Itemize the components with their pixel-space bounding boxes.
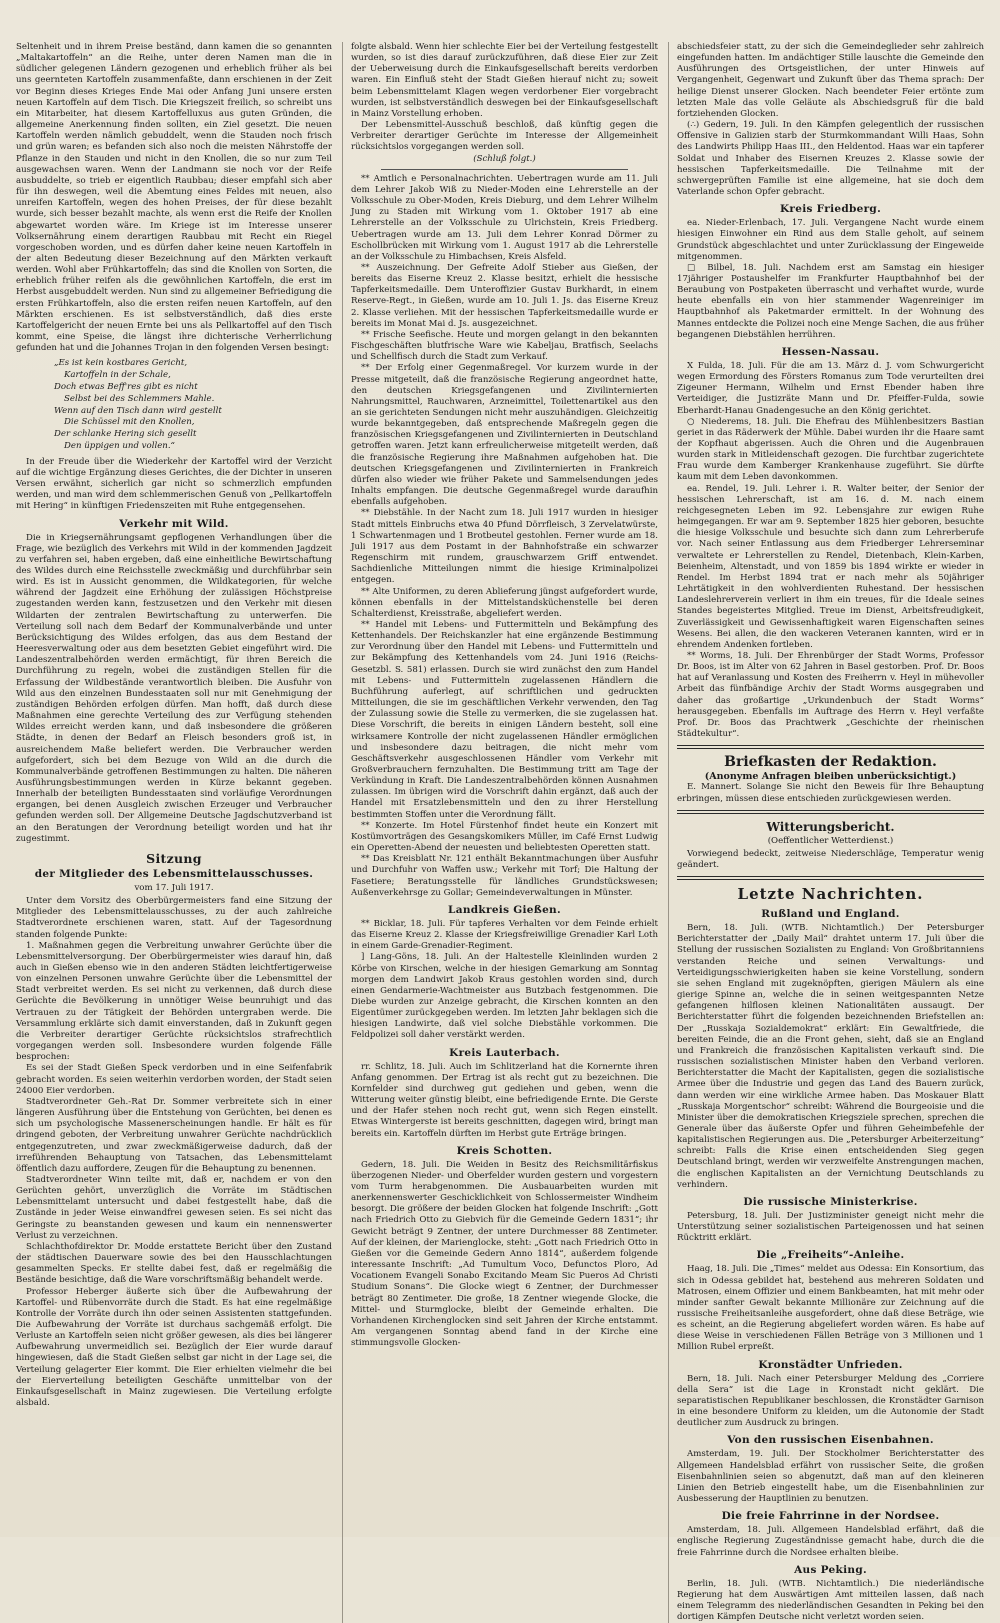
double-rule (677, 745, 984, 749)
section-heading: Witterungsbericht. (766, 819, 895, 834)
section-heading: Kreis Lauterbach. (449, 1046, 560, 1059)
news-item: □ Bilbel, 18. Juli. Nachdem erst am Samstag ein hiesiger 17jähriger Postaushelfer im Frankfurter Hauptbahnhof bei der Beraubung von Postpaketen überrascht und verhaftet wurde, wurde heute ebenfalls ein von hier stammender Wagenreiniger im Hauptbahnhof als Paketmarder ermittelt. In der Wohnung des Mannes entdeckte die Polizei noch eine Menge Sachen, die aus früher begangenen Diebstählen herrühren. (677, 262, 985, 340)
divider (381, 169, 628, 170)
news-item: ** Frische Seefische. Heute und morgen gelangt in den bekannten Fischgeschäften blutfrische Ware wie Kabeljau, Bratfisch, Seelachs und Schellfisch durch die Stadt zum Verkauf. (351, 329, 658, 363)
news-item: ** Worms, 18. Juli. Der Ehrenbürger der Stadt Worms, Professor Dr. Boos, ist im Alter von 62 Jahren in Basel gestorben. Prof. Dr. Boos hat auf Veranlassung und Kosten des Freiherrn v. Heyl in mühevoller Arbeit das fünfbändige Archiv der Stadt Worms ausgegraben und daher das großartige „Urkundenbuch der Stadt Worms“ herausgegeben. Ebenfalls im Auftrage des Herrn v. Heyl verfaßte Prof. Dr. Boos das Prachtwerk „Geschichte der rheinischen Städtekultur“. (677, 650, 984, 740)
section-heading: Die „Freiheits“-Anleihe. (756, 1249, 905, 1262)
section-subheading: (Oeffentlicher Wetterdienst.) (767, 835, 894, 846)
news-item: ** Das Kreisblatt Nr. 121 enthält Bekanntmachungen über Ausfuhr und Durchfuhr von Waffen usw.; Verkehr mit Torf; Die Haltung der Fasetiere; Beratungsstelle für ländliches Grundstückswesen; Außenverkehrsge zu Gollar; Gemeindeverwaltungen in Münster. (351, 854, 658, 898)
section-heading: Letzte Nachrichten. (737, 885, 924, 904)
article-text: Der Lebensmittel-Ausschuß beschloß, daß künftig gegen die Verbreiter derartiger Gerüchte im Interesse der Allgemeinheit rücksichtslos vorgegangen werden soll. (351, 120, 658, 153)
column-3 (668, 42, 984, 1623)
news-item: E. Mannert. Solange Sie nicht den Beweis für Ihre Behauptung erbringen, müssen diese entschieden zurückgewiesen werden. (677, 782, 984, 804)
article-text: Professor Heberger äußerte sich über die Aufbewahrung der Kartoffel- und Rübenvorräte durch die Stadt. Es hat eine regelmäßige Kontrolle der Vorräte durch ihn oder seinen Assistenten stattgefunden. Die Aufbewahrung der Vorräte ist durchaus sachgemäß erfolgt. Die Verluste an Kartoffeln seien nicht größer gewesen, als dies bei längerer Aufbewahrung unvermeidlich sei. Bezüglich der Eier wurde darauf hingewiesen, daß die Stadt Gießen selbst gar nicht in der Lage sei, die Verteilung gelagerter Eier kommt. Die Eier erhielten vielmehr die bei der Eierverteilung beteiligten Geschäfte unmittelbar von der Einkaufsgesellschaft in Mainz zugewiesen. Die Verteilung erfolgte alsbald. (16, 1286, 332, 1409)
section-heading: Briefkasten der Redaktion. (724, 754, 937, 771)
section-heading: Landkreis Gießen. (448, 903, 561, 916)
poem-line: Wenn auf den Tisch dann wird gestellt (54, 405, 222, 416)
article-text: In der Freude über die Wiederkehr der Kartoffel wird der Verzicht auf die wichtige Ergänzung dieses Gerichtes, die der Dichter in unseren Versen erwähnt, sicherlich gar nicht so schmerzlich empfunden werden, und man wird dem schlemmerischen Genuß von „Pellkartoffeln mit Hering“ in künftigen Friedenszeiten mit Ruhe entgegensehen. (16, 456, 332, 512)
section-heading: Kronstädter Unfrieden. (758, 1358, 903, 1371)
poem-line: Die Schüssel mit den Knollen, (64, 417, 195, 428)
article-text: Stadtverordneter Winn teilte mit, daß er, nachdem er von den Gerüchten gehört, unverzüglich die Vorräte im Städtischen Lebensmittelamt untersucht und dabei festgestellt habe, daß die Zustände in jeder Weise einwandfrei gewesen seien. Es sei nicht das Geringste zu beanstanden gewesen und kaum ein nennenswerter Verlust zu verzeichnen. (16, 1174, 332, 1241)
section-heading: Die freie Fahrrinne in der Nordsee. (721, 1510, 940, 1523)
news-item: ** Amtlich e Personalnachrichten. Uebertragen wurde am 11. Juli dem Lehrer Jakob Wiß zu Nieder-Moden eine Lehrerstelle an der Volksschule zu Ober-Moden, Kreis Dieburg, und dem Lehrer Wilhelm Jung zu Staden mit Wirkung vom 1. Oktober 1917 ab eine Lehrerstelle an der Volksschule zu Ulrichstein, Kreis Friedberg. Uebertragen wurde am 13. Juli dem Lehrer Konrad Dörmer zu Eschollbrücken mit Wirkung vom 1. August 1917 ab die Lehrerstelle an der Volksschule zu Himbachsen, Kreis Alsfeld. (351, 173, 658, 262)
news-item: ** Konzerte. Im Hotel Fürstenhof findet heute ein Konzert mit Kostümvorträgen des Gesangskomikers Müller, im Café Ernst Ludwig ein Operetten-Abend der neuesten und beliebtesten Operetten statt. (351, 820, 658, 854)
section-subheading: (Anonyme Anfragen bleiben unberücksichtigt.) (704, 771, 957, 783)
section-heading: Hessen-Nassau. (781, 345, 880, 358)
news-item: ** Diebstähle. In der Nacht zum 18. Juli 1917 wurden in hiesiger Stadt mittels Einbruchs etwa 40 Pfund Dörrfleisch, 3 Zervelatwürste, 1 Schwartenmagen und 1 Brotbeutel gestohlen. Ferner wurde am 18. Juli 1917 aus dem Postamt in der Bahnhofstraße ein schwarzer Regenschirm mit rundem, grauschwarzem Griff entwendet. Sachdienliche Mitteilungen nimmt die hiesige Kriminalpolizei entgegen. (351, 508, 658, 586)
article-text: folgte alsbald. Wenn hier schlechte Eier bei der Verteilung festgestellt wurden, so ist dies darauf zurückzuführen, daß diese Eier zur Zeit der Ueberweisung durch die Einkaufsgesellschaft bereits verdorben waren. Ein Einfluß steht der Stadt Gießen hierauf nicht zu; soweit beim Lebensmittelamt Klagen wegen verdorbener Eier vorgebracht wurden, ist selbstverständlich deswegen bei der Einkaufsgesellschaft in Mainz Vorstellung erhoben. (351, 42, 658, 119)
news-item: ** Handel mit Lebens- und Futtermitteln und Bekämpfung des Kettenhandels. Der Reichskanzler hat eine ergänzende Bestimmung zur Verordnung über den Handel mit Lebens- und Futtermitteln und zur Bekämpfung des Kettenhandels vom 24. Juni 1916 (Reichs-Gesetzbl. S. 581) erlassen. Durch sie wird zunächst den zum Handel mit Lebens- und Futtermitteln zugelassenen Händlern die Buchführung auferlegt, auf schriftlichen und gedruckten Mitteilungen, die sie im geschäftlichen Verkehr verwenden, den Tag der Zulassung sowie die Stelle zu vermerken, die sie zugelassen hat. Diese Vorschrift, die bereits in einigen Ländern besteht, soll eine wirksamere Kontrolle der nicht zugelassenen Händler ermöglichen und insbesondere dazu beitragen, die nicht mehr vom Geschäftsverkehr ausgeschlossenen Händler vom Verkehr mit Großverbrauchern fernzuhalten. Die Bestimmung tritt am Tage der Verkündung in Kraft. Die Landeszentralbehörden können Ausnahmen zulassen. Im übrigen wird die Vorschrift dahin ergänzt, daß auch der Handel mit Ersatzlebensmitteln und den zu ihrer Herstellung bestimmten Stoffen unter die Verordnung fällt. (351, 619, 658, 820)
news-item: ** Bicklar, 18. Juli. Für tapferes Verhalten vor dem Feinde erhielt das Eiserne Kreuz 2. Klasse der Kriegsfreiwillige Grenadier Karl Loth in einem Garde-Grenadier-Regiment. (351, 918, 658, 952)
date-line: vom 17. Juli 1917. (134, 882, 214, 893)
article-text: Die in Kriegsernährungsamt gepflogenen Verhandlungen über die Frage, wie bezüglich des Verkehrs mit Wild in der kommenden Jagdzeit zu verfahren sei, haben ergeben, daß eine einheitliche Bewirtschaftung des Wildes durch eine Reichsstelle zweckmäßig und durchführbar sein wird. Es ist in Aussicht genommen, die Wildkategorien, für welche während der Jagdzeit eine Erhöhung der zulässigen Höchstpreise zugestanden werden kann, festzusetzen und den Verkehr mit diesen Wildarten der zentralen Bewirtschaftung zu unterwerfen. Die Verteilung soll nach dem Bedarf der Kommunalverbände und unter Berücksichtigung des Wildes erfolgen, das aus dem Bestand der Heeresverwaltung oder aus dem besetzten Gebiet eingeführt wird. Die Landeszentralbehörden werden ermächtigt, für ihren Bereich die Durchführung zu regeln, wobei die zuständigen Stellen für die Erfassung der Wildbestände verantwortlich bleiben. Die Ausfuhr von Wild aus den einzelnen Bundesstaaten soll nur mit Genehmigung der zuständigen Behörden erfolgen dürfen. Man hofft, daß durch diese Maßnahmen eine gerechte Verteilung des zur Verfügung stehenden Wildes erreicht werden kann, und daß insbesondere die größeren Städte, in denen der Bedarf an Fleisch besonders groß ist, in ausreichendem Maße beliefert werden. Die Verbraucher werden aufgefordert, sich bei dem Bezuge von Wild an die durch die Kommunalverbände getroffenen Bestimmungen zu halten. Die näheren Ausführungsbestimmungen werden in Kürze bekannt gegeben. Innerhalb der beteiligten Bundesstaaten sind vorläufige Verordnungen ergangen, bei denen Ausgleich zwischen Erzeuger und Verbraucher gefunden werden soll. Der Allgemeine Deutsche Jagdschutzverband ist an den Beratungen der Verordnung beteiligt worden und hat ihr zugestimmt. (16, 532, 332, 844)
news-item: (∴) Gedern, 19. Juli. In den Kämpfen gelegentlich der russischen Offensive in Galizien starb der Sturmkommandant Willi Haas, Sohn des Landwirts Philipp Haas III., den Heldentod. Haas war ein tapferer Soldat und Inhaber des Eisernen Kreuzes 2. Klasse sowie der hessischen Tapferkeitsmedaille. Die Teilnahme mit der schwergeprüften Familie ist eine allgemeine, hat sie doch dem Vaterlande schon Opfer gebracht. (677, 120, 984, 198)
news-item: rr. Schlitz, 18. Juli. Auch im Schlitzerland hat die Kornernte ihren Anfang genommen. Der Ertrag ist als recht gut zu bezeichnen. Die Kornfelder sind durchweg gut gediehen und geben, wenn die Witterung weiter günstig bleibt, eine befriedigende Ernte. Die Gerste und der Hafer stehen noch recht gut, wenn sich Regen einstellt. Etwas Wintergerste ist bereits geschnitten, dagegen wird, bringt man bereits ein. Kartoffeln dürften im Herbst gute Erträge bringen. (351, 1061, 658, 1139)
article-text: abschiedsfeier statt, zu der sich die Gemeindeglieder sehr zahlreich eingefunden hatten. Im andächtiger Stille lauschte die Gemeinde den Ausführungen des Ortsgeistlichen, der unter Hinweis auf Vergangenheit, Gegenwart und Zukunft über das Thema sprach: Der heilige Dienst unserer Glocken. Nach beendeter Feier ertönte zum letzten Male das volle Geläute als Abschiedsgruß für die bald fortziehenden Glocken. (677, 42, 984, 119)
news-item: ** Alte Uniformen, zu deren Ablieferung jüngst aufgefordert wurde, können ebenfalls in der Mittelstandsküchenstelle bei deren Schalterdienst, Kreisstraße, abgeliefert werden. (351, 586, 658, 619)
news-item: ** Auszeichnung. Der Gefreite Adolf Stieber aus Gießen, der bereits das Eiserne Kreuz 2. Klasse besitzt, erhielt die hessische Tapferkeitsmedaille. Dem Unteroffizier Gustav Burkhardt, in einem Reserve-Regt., in Gießen, wurde am 10. Juli 1. Js. das Eiserne Kreuz 2. Klasse verliehen. Mit der hessischen Tapferkeitsmedaille wurde er bereits im Monat Mai d. Js. ausgezeichnet. (351, 262, 658, 329)
poem (54, 358, 332, 452)
news-item: Petersburg, 18. Juli. Der Justizminister geneigt nicht mehr die Unterstützung seiner sozialistischen Parteigenossen und hat seinen Rücktritt erklärt. (677, 1210, 984, 1244)
section-heading: Verkehr mit Wild. (119, 517, 229, 530)
news-item: Vorwiegend bedeckt, zeitweise Niederschläge, Temperatur wenig geändert. (677, 848, 984, 870)
poem-line: Doch etwas Beff'res gibt es nicht (54, 381, 198, 392)
article-text: Es sei der Stadt Gießen Speck verdorben und in eine Seifenfabrik gebracht worden. Es seien weiterhin verdorben worden, der Stadt seien 24000 Eier verdorben. (16, 1063, 332, 1096)
section-heading: Aus Peking. (794, 1563, 867, 1576)
section-heading: Kreis Friedberg. (779, 203, 882, 216)
article-text: 1. Maßnahmen gegen die Verbreitung unwahrer Gerüchte über die Lebensmittelversorgung. Der Oberbürgermeister wies darauf hin, daß auch in Gießen ebenso wie in den anderen Städten leichtfertigerweise von einzelnen Personen unwahre Gerüchte über die Lebensmittel der Stadt verbreitet werden. Es sei nicht zu verkennen, daß durch diese Gerüchte die Bevölkerung in unnötiger Weise beunruhigt und das Vertrauen zu der Tätigkeit der Behörden untergraben werde. Die Versammlung erklärte sich damit einverstanden, daß in Zukunft gegen die Verbreiter derartiger Gerüchte rücksichtslos strafrechtlich vorgegangen werden soll. Insbesondere wurden folgende Fälle besprochen: (16, 940, 332, 1063)
news-item: ○ Niederems, 18. Juli. Die Ehefrau des Mühlenbesitzers Bastian geriet in das Räderwerk der Mühle. Dabei wurden ihr die Haare samt der Kopfhaut abgerissen. Auch die Ohren und die Augenbrauen wurden stark in Mitleidenschaft gezogen. Die furchtbar zugerichtete Frau wurde dem Kamberger Krankenhause zugeführt. Sie dürfte kaum mit dem Leben davonkommen. (677, 416, 984, 483)
section-heading: Rußland und England. (761, 908, 900, 921)
news-item: ] Lang-Göns, 18. Juli. An der Haltestelle Kleinlinden wurden 2 Körbe von Kirschen, welche in der hiesigen Gemarkung am Sonntag morgen dem Landwirt Jakob Kraus gestohlen worden sind, durch einen Gendarmerie-Wachtmeister aus Butzbach festgenommen. Die Diebe wurden zur Anzeige gebracht, die Kirschen konnten an den Eigentümer zurückgegeben werden. Im letzten Jahr beklagen sich die hiesigen Landwirte, daß viel solche Diebstähle vorkommen. Die Feldpolizei soll daher verstärkt werden. (351, 952, 658, 1041)
double-rule (677, 810, 984, 814)
poem-line: Den üppigen und vollen.“ (64, 440, 175, 451)
column-1 (16, 42, 332, 1623)
news-item: Amsterdam, 18. Juli. Allgemeen Handelsblad erfährt, daß die englische Regierung Zugeständnisse gemacht habe, durch die die freie Fahrrinne durch die Nordsee erhalten bleibe. (677, 1525, 984, 1558)
section-heading: der Mitglieder des Lebensmittelausschusses. (34, 867, 314, 880)
news-item: Amsterdam, 19. Juli. Der Stockholmer Berichterstatter des Allgemeen Handelsblad erfährt von russischer Seite, die großen Eisenbahnlinien seien so abgenutzt, daß man auf den kleineren Linien den Betrieb eingestellt habe, um die Eisenbahnlinien zur Ausbesserung der Hauptlinien zu benutzen. (677, 1449, 984, 1505)
poem-line: Kartoffeln in der Schale, (64, 370, 171, 381)
news-item: ** Der Erfolg einer Gegenmaßregel. Vor kurzem wurde in der Presse mitgeteilt, daß die französische Regierung angeordnet hatte, den deutschen Kriegsgefangenen und Zivilinternierten Nahrungsmittel, Rauchwaren, Arzneimittel, Toilettenartikel aus den an sie gerichteten Sendungen nicht mehr auszuhändigen. Gleichzeitig wurde bekanntgegeben, daß entsprechende Maßregeln gegen die französischen Kriegsgefangenen und Zivilinternierten in Deutschland getroffen waren. Jetzt kann erfreulicherweise mitgeteilt werden, daß die französische Regierung ihre Maßnahmen aufgehoben hat. Die deutschen Kriegsgefangenen und Zivilinternierten in Frankreich dürfen also wieder wie früher Pakete und Sammelsendungen jedes Inhalts empfangen. Die deutsche Gegenmaßregel wurde daraufhin ebenfalls aufgehoben. (351, 363, 658, 508)
article-text: Unter dem Vorsitz des Oberbürgermeisters fand eine Sitzung der Mitglieder des Lebensmittelausschusses, zu der auch zahlreiche Stadtverordnete erschienen waren, statt. Auf der Tagesordnung standen folgende Punkte: (16, 896, 332, 940)
article-text: Schlachthofdirektor Dr. Modde erstattete Bericht über den Zustand der städtischen Dauerware sowie des bei den Hausschlachtungen gesammelten Specks. Er stellte dabei fest, daß er regelmäßig die Bestände besichtige, daß die Ware vorschriftsmäßig behandelt werde. (16, 1241, 332, 1286)
poem-line: „Es ist kein kostbares Gericht, (54, 358, 188, 369)
news-item: ea. Rendel, 19. Juli. Lehrer i. R. Walter beiter, der Senior der hessischen Lehrerschaft, ist am 16. d. M. nach einem reichgesegneten Leben im 92. Lebensjahre zur ewigen Ruhe heimgegangen. Er war am 9. September 1825 hier geboren, besuchte die hiesige Volksschule und besuchte sich dann zum Lehrerberufe vor. Nach seiner Entlassung aus dem Friedberger Lehrerseminar verwaltete er Lehrerstellen zu Rendel, Dietenbach, Klein-Karben, Beienheim, Altenstadt, und von 1859 bis 1894 wirkte er wieder in Rendel. Im Herbst 1894 trat er nach mehr als 50jähriger Lehrtätigkeit in den wohlverdienten Ruhestand. Der hessischen Landeslehrerverein verliert in ihm ein treues, für die Ideale seines Standes begeistertes Mitglied. Treue im Dienst, Arbeitsfreudigkeit, Zuverlässigkeit und Gewissenhaftigkeit waren Eigenschaften seines Wesens. Bei allen, die den wackeren Veteranen kannten, wird er in ehrendem Andenken fortleben. (677, 483, 984, 650)
news-item: Haag, 18. Juli. Die „Times“ meldet aus Odessa: Ein Konsortium, das sich in Odessa gebildet hat, bestehend aus mehreren Soldaten und Matrosen, einem Offizier und einem Bankbeamten, hat mit mehr oder minder sanfter Gewalt bekannte Millionäre zur Zeichnung auf die russische Freiheitsanleihe ausgefordert, ohne daß diese Beträge, wie es scheint, an die Regierung abgeliefert worden wären. Es habe auf diese Weise in verschiedenen Fällen Beträge von 3 Millionen und 1 Million Rubel erpreßt. (677, 1264, 984, 1353)
poem-line: Selbst bei des Schlemmers Mahle. (64, 393, 215, 404)
column-2 (342, 42, 658, 1623)
news-item: Gedern, 18. Juli. Die Weiden in Besitz des Reichsmilitärfiskus überzogenen Nieder- und Oberfelder wurden gestern und vorgestern vom Turm herabgenommen. Die Ausbauarbeiten wurden mit anerkennenswerter Geschicklichkeit von Schlossermeister Windheim besorgt. Die größere der beiden Glocken hat folgende Inschrift: „Gott nach Friedrich Otto zu Giebvich für die Gemeinde Gedern 1831“; ihr Gewicht beträgt 9 Zentner, der untere Durchmesser 88 Zentimeter. Auf der kleinen, der Marienglocke, steht: „Gott nach Friedrich Otto in Gießen vor die Gemeinde Gedern Anno 1814“, außerdem folgende interessante Inschrift: „Ad Tumultum Voco, Defunctos Ploro, Ad Vocationem Evangeli Sonabo Excitando Meam Sic Pueros Ad Christi Studium Sonans“. Die Glocke wiegt 6 Zentner, der Durchmesser beträgt 80 Zentimeter. Die große, 18 Zentner wiegende Glocke, die Mittel- und Sturmglocke, bleibt der Gemeinde erhalten. Die Vorhandenen Kirchenglocken sind seit Jahren der Kirche entstammt. Am vergangenen Sonntag abend fand in der Kirche eine stimmungsvolle Glocken- (351, 1159, 658, 1349)
news-item: X Fulda, 18. Juli. Für die am 13. März d. J. vom Schwurgericht wegen Ermordung des Försters Romanus zum Tode verurteilten drei Zigeuner Hermann, Wilhelm und Ernst Ebender haben ihre Verteidiger, die Justizräte Mann und Dr. Pfeiffer-Fulda, sowie Eberhardt-Hanau Gnadengesuche an den König gerichtet. (677, 360, 984, 416)
article-text: Stadtverordneter Geh.-Rat Dr. Sommer verbreitete sich in einer längeren Ausführung über die Entstehung von Gerüchten, bei denen es sich um psychologische Massenerscheinungen handle. Er hält es für dringend geboten, der Verbreitung unwahrer Gerüchte nachdrücklich entgegenzutreten, und zwar zweckmäßigerweise dadurch, daß der irreführenden Behauptung von Tatsachen, das Lebensmittelamt öffentlich dazu auffordere, Zeugen für die Behauptung zu benennen. (16, 1096, 332, 1174)
poem-line: Der schlanke Hering sich gesellt (54, 429, 197, 440)
news-item: ea. Nieder-Erlenbach, 17. Juli. Vergangene Nacht wurde einem hiesigen Einwohner ein Rind aus dem Stalle geholt, auf seinem Grundstück abgeschlachtet und unter Zurücklassung der Eingeweide mitgenommen. (677, 218, 984, 262)
continuation-note: (Schluß folgt.) (473, 153, 536, 164)
section-heading: Kreis Schotten. (456, 1144, 553, 1157)
double-rule (677, 876, 984, 880)
section-heading: Die russische Ministerkrise. (743, 1195, 918, 1208)
news-item: Berlin, 18. Juli. (WTB. Nichtamtlich.) Die niederländische Regierung hat dem Auswärtigen Amt mitteilen lassen, daß nach einem Telegramm des niederländischen Gesandten in Peking bei den dortigen Kämpfen Deutsche nicht verletzt worden seien. (677, 1578, 984, 1623)
news-item: Bern, 18. Juli. Nach einer Petersburger Meldung des „Corriere della Sera“ ist die Lage in Kronstadt nicht geklärt. Die separatistischen Republikaner beschlossen, die Kronstädter Garnison in eine besondere Uniform zu kleiden, um die Autonomie der Stadt deutlicher zum Ausdruck zu bringen. (677, 1373, 984, 1429)
news-item: Bern, 18. Juli. (WTB. Nichtamtlich.) Der Petersburger Berichterstatter der „Daily Mail“ drahtet unterm 17. Juli über die Stellung der russischen Sozialisten zu England: Von Großbritanniens verstanden Reiche und seinen Verwaltungs- und Verteidigungsschwierigkeiten haben sie keine Vorstellung, sondern sie sehen England mit zugeknöpften, gierigen Mäulern als eine gierige Spinne an, welche die in seinen weitgespannten Netze gefangenen hilflosen kleinen Nationalitäten aussaugt. Der Berichterstatter führt die folgenden bezeichnenden Briefstellen an: Der „Russkaja Sozialdemokrat“ erklärt: Ein Gewaltfriede, die bereiten Feinde, die an die Front gehen, sieht, daß sie an England und Frankreich die französischen Kapitalisten verkauft sind. Die russischen sozialistischen Minister haben den Verband verloren. Berichterstatter die Macht der Kapitalisten, gegen die sozialistische Armee über die Industrie und gegen das Land des Bauern zurück, dann werden wir eine wirkliche Armee haben. Das Moskauer Blatt „Russkaja Morgentschor“ schreibt: Während die Bourgeoisie und die Minister über die demokratischen Kriegsziele sprechen, sprechen die Generale über das äußerste Opfer und führen Geheimbefehle der kapitalistischen Regierungen aus. Die „Petersburger Arbeiterzeitung“ schreibt: Falls die Krise einen entscheidenden Sieg gegen Deutschland bringt, werden wir verzweifelte Anstrengungen machen, die englischen Kapitalisten an der Vernichtung Deutschlands zu verhindern. (677, 923, 984, 1190)
article-text: Seltenheit und in ihrem Preise beständ, dann kamen die so genannten „Maltakartoffeln“ an die Reihe, unter deren Namen man die in südlicher gelegenen Ländern gezogenen und erheblich früher als bei uns geernteten Kartoffeln zusammenfaßte, dann erschienen in der Zeit vor Beginn dieses Krieges Ende Mai oder Anfang Juni unsere ersten neuen Kartoffeln auf dem Tisch. Die Kriegszeit freilich, so schreibt uns ein Mitarbeiter, hat diesem Kartoffelluxus aus guten Gründen, die allgemeine Anerkennung finden sollten, ein Ziel gesetzt. Die neuen Kartoffeln werden nämlich gebuddelt, wenn die Stauden noch frisch und grün waren; es befanden sich also noch die meisten Nährstoffe der Pflanze in den Stauden und nicht in den Knollen, die so nur zum Teil ausgewachsen waren. Wenn der Landmann sie noch vor der Reife ausbuddelte, so trieb er eigentlich Raubbau; dieser empfahl sich aber für ihn deswegen, weil die Abemtung eines Feldes mit neuen, also unreifen Kartoffeln, wegen des hohen Preises, der für diese bezahlt wurde, sich besser bezahlt machte, als wenn erst die Reife der Knollen abgewartet worden wäre. Im Kriege ist im Interesse unserer Volksernährung einem derartigen Raubbau mit Recht ein Riegel vorgeschoben worden, und es dürfen daher keine neuen Kartoffeln in der alten Bedeutung dieser Bezeichnung auf den Märkten verkauft werden. Wohl aber Frühkartoffeln; das sind die Knollen von Sorten, die erheblich früher reifen als die gewöhnlichen Kartoffeln, die erst im Herbst ausgebuddelt werden. Nun sind zu allgemeiner Befriedigung die ersten Frühkartoffeln, also die ersten reifen neuen Kartoffeln, auf den Märkten erschienen. Es ist selbstverständlich, daß dies erste Kartoffelgericht der neuen Ernte bei uns als Pellkartoffel auf den Tisch kommt, eine Speise, die längst ihre dichterische Verherrlichung gefunden hat und die Johannes Trojan in den folgenden Versen besingt: (16, 42, 332, 354)
section-heading: Von den russischen Eisenbahnen. (727, 1434, 934, 1447)
section-heading: Sitzung (146, 850, 202, 866)
